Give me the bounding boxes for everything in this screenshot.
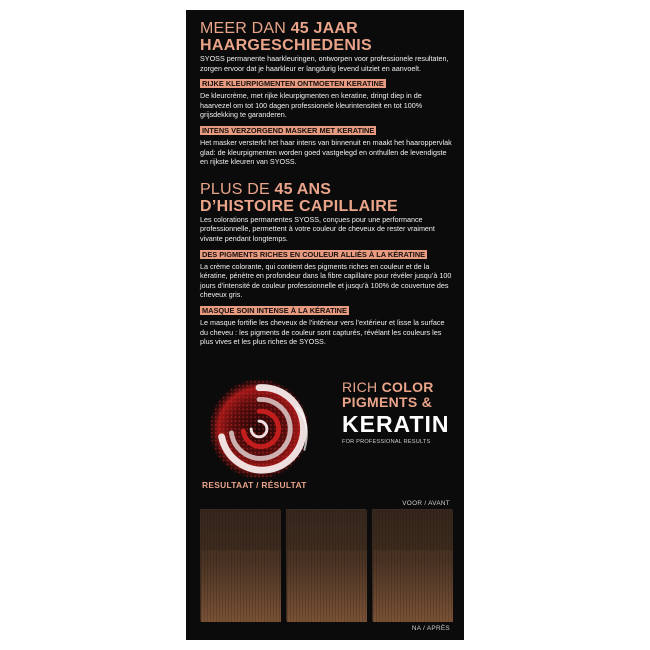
nl-heading-line1 — [200, 20, 452, 37]
nl-text-2: Het masker versterkt het haar intens van binnenuit en maakt het haaroppervlak glad: de kleurpigmenten worden goed vastgelegd en onthullen de levendigste en rijkste kleuren van SYOSS. — [200, 137, 452, 167]
hair-swatch-1 — [200, 509, 280, 621]
fr-section — [200, 181, 452, 347]
hair-swatch-2 — [286, 509, 366, 621]
fr-intro: Les colorations permanentes SYOSS, conçues pour une performance professionnelle, permettent à votre couleur de cheveux de rester vraiment vivante pendant longtemps. — [200, 214, 435, 243]
nl-subheading-2: INTENS VERZORGEND MASKER MET KERATINE — [202, 125, 375, 135]
keratin-claim — [342, 380, 462, 446]
keratin-line1-light: RICH — [342, 379, 382, 395]
nl-text-1: De kleurcrème, met rijke kleurpigmenten en keratine, dringt diep in de haarvezel om tot 100 dagen professionele kleurintensiteit en tot 100% grijsdekking te garanderen. — [200, 91, 423, 120]
after-label: NA / APRÈS — [411, 625, 450, 632]
fr-heading-light: PLUS DE — [200, 180, 275, 198]
fr-heading-bold: 45 ANS — [274, 180, 332, 198]
keratin-line4: FOR PROFESSIONAL RESULTS — [342, 439, 431, 445]
before-label: VOOR / AVANT — [402, 500, 450, 507]
hair-swatch-2-image — [287, 510, 367, 622]
fr-heading-line2: D’HISTOIRE CAPILLAIRE — [200, 197, 399, 215]
fr-subheading-2: MASQUE SOIN INTENSE À LA KÉRATINE — [202, 305, 347, 315]
nl-heading-line2: HAARGESCHIEDENIS — [200, 37, 372, 54]
keratin-line2: PIGMENTS & — [342, 394, 433, 410]
keratin-line3: KERATIN — [342, 411, 450, 437]
keratin-line1 — [342, 380, 462, 395]
hair-swatch-3-image — [373, 510, 453, 622]
nl-heading-bold: 45 JAAR — [290, 20, 358, 37]
fr-subheading-1: DES PIGMENTS RICHES EN COULEUR ALLIÉS À LA KÉRATINE — [202, 249, 426, 259]
result-title: RESULTAAT / RÉSULTAT — [202, 480, 307, 490]
keratin-swirl-icon — [202, 368, 320, 486]
fr-text-1: La crème colorante, qui contient des pigments riches en couleur et de la kératine, pénètre en profondeur dans la fibre capillaire pour révéler jusqu’à 100 jours d’intensité de couleur professionnelle et jusqu’à 100% de couverture des cheveux gris. — [200, 261, 452, 300]
hair-swatch-3 — [372, 509, 452, 621]
nl-intro: SYOSS permanente haarkleuringen, ontworpen voor professionele resultaten, zorgen ervoor dat je haarkleur er langdurig levend uitziet en aanvoelt. — [200, 54, 449, 73]
keratin-line1-bold: COLOR — [381, 379, 434, 395]
hair-swatch-1-image — [201, 510, 281, 622]
fr-text-2: Le masque fortifie les cheveux de l’intérieur vers l’extérieur et lisse la surface du cheveu : les pigments de couleur sont capturés, révélant les couleurs les plus vives et les plus riches de SYOSS. — [200, 317, 445, 347]
nl-subheading-1: RIJKE KLEURPIGMENTEN ONTMOETEN KERATINE — [202, 79, 384, 89]
nl-section — [200, 20, 452, 167]
result-swatches — [200, 509, 452, 621]
nl-heading-light: MEER DAN — [200, 20, 291, 37]
package-back-panel — [186, 10, 464, 640]
fr-heading-line1 — [200, 181, 452, 198]
text-column — [200, 20, 452, 347]
